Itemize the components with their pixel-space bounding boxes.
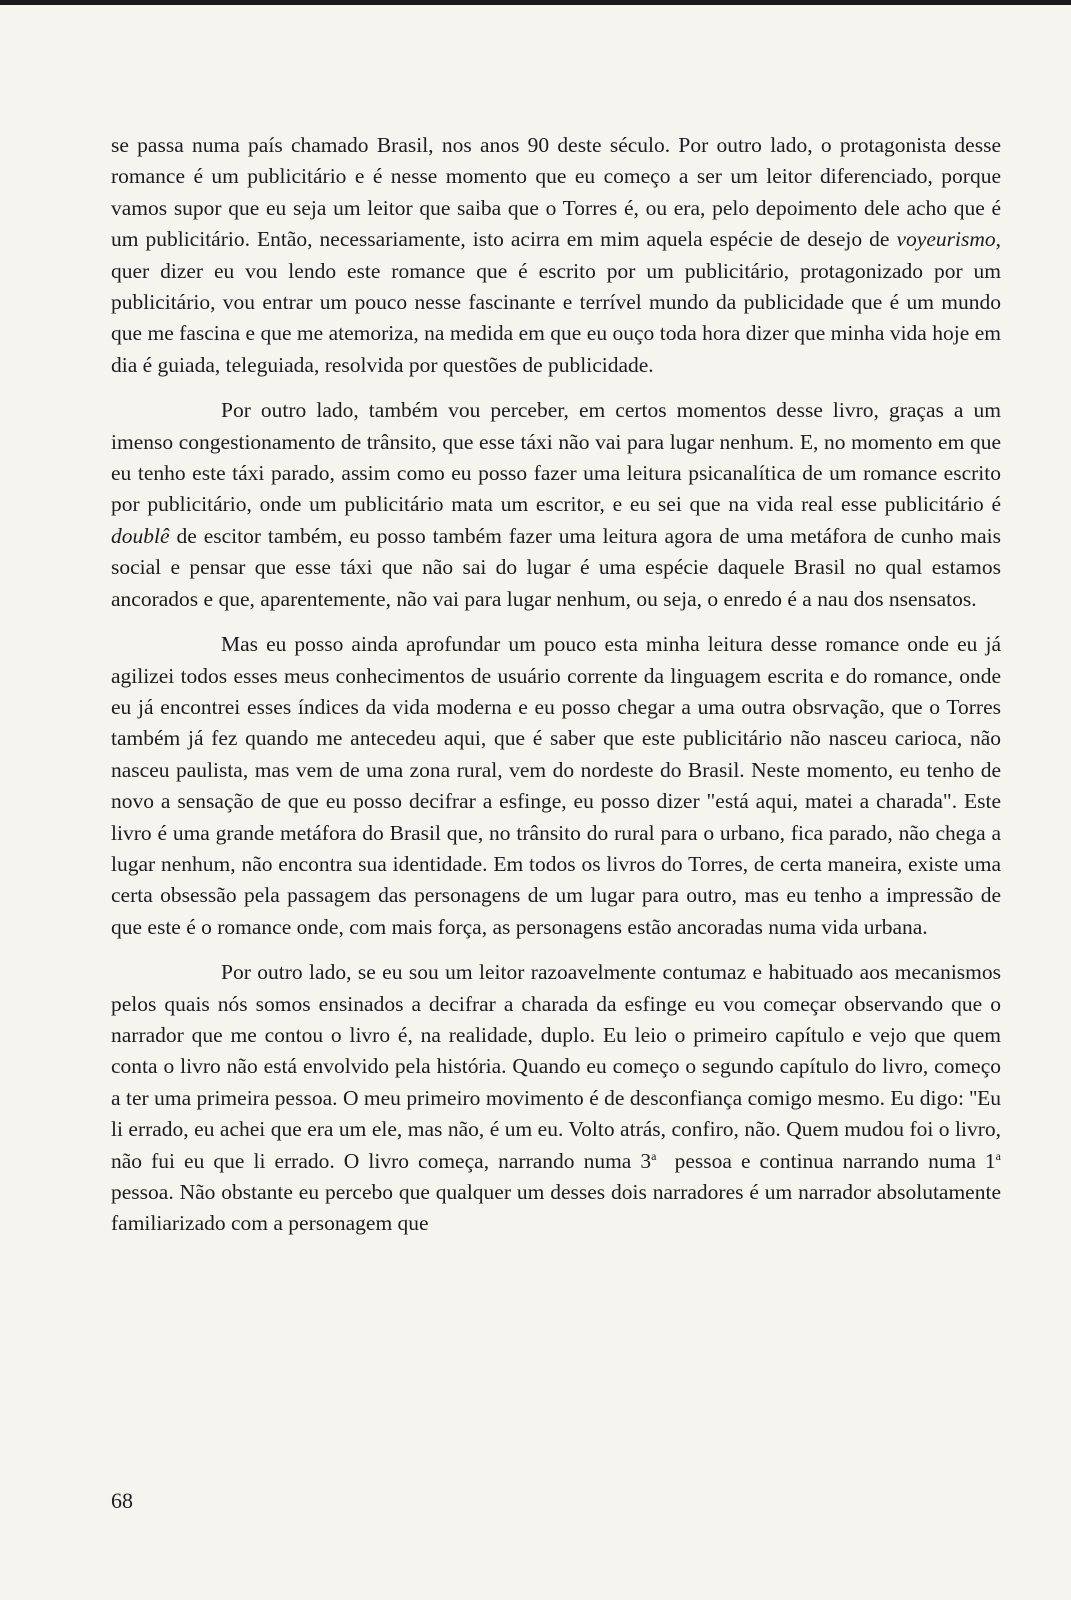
ordinal-superscript: a (651, 1148, 657, 1163)
page-number: 68 (111, 1488, 133, 1513)
paragraph-text: de escitor também, eu posso também fazer uma leitura agora de uma metáfora de cunho mais social e pensar que esse táxi que não sai do lugar é uma espécie daquele Brasil no qual estamos ancorados e que, aparentemente, não vai para lugar nenhum, ou seja, o enredo é a nau dos nsensatos. (111, 523, 1001, 611)
paragraph-3 (111, 629, 1001, 943)
paragraph-text: pessoa e continua narrando numa 1 (656, 1148, 996, 1173)
italic-term-voyeurismo: voyeurismo (896, 227, 996, 252)
paragraph-text: , quer dizer eu vou lendo este romance que é escrito por um publicitário, protagonizado por um publicitário, vou entrar um pouco nesse fascinante e terrível mundo da publicidade que é um mundo que me fascina e que me atemoriza, na medida em que eu ouço toda hora dizer que minha vida hoje em dia é guiada, teleguiada, resolvida por questões de publicidade. (111, 227, 1001, 377)
italic-term-double: doublê (111, 523, 170, 548)
paragraph-4 (111, 957, 1001, 1240)
paragraph-1 (111, 130, 1001, 381)
ordinal-superscript: a (995, 1148, 1001, 1163)
paragraph-text: Por outro lado, se eu sou um leitor razoavelmente contumaz e habituado aos mecanismos pelos quais nós somos ensinados a decifrar a charada da esfinge eu vou começar observando que o narrador que me contou o livro é, na realidade, duplo. Eu leio o primeiro capítulo e vejo que quem conta o livro não está envolvido pela história. Quando eu começo o segundo capítulo do livro, começo a ter uma primeira pessoa. O meu primeiro movimento é de desconfiança comigo mesmo. Eu digo: ''Eu li errado, eu achei que era um ele, mas não, é um eu. Volto atrás, confiro, não. Quem mudou foi o livro, não fui eu que li errado. O livro começa, narrando numa 3 (111, 960, 1001, 1173)
top-edge-rule (0, 0, 1071, 5)
paragraph-text: Mas eu posso ainda aprofundar um pouco esta minha leitura desse romance onde eu já agilizei todos esses meus conhecimentos de usuário corrente da linguagem escrita e do romance, onde eu já encontrei esses índices da vida moderna e eu posso chegar a uma outra obsrvação, que o Torres também já fez quando me antecedeu aqui, que é saber que este publicitário não nasceu carioca, não nasceu paulista, mas vem de uma zona rural, vem do nordeste do Brasil. Neste momento, eu tenho de novo a sensação de que eu posso decifrar a esfinge, eu posso dizer "está aqui, matei a charada". Este livro é uma grande metáfora do Brasil que, no trânsito do rural para o urbano, fica parado, não chega a lugar nenhum, não encontra sua identidade. Em todos os livros do Torres, de certa maneira, existe uma certa obsessão pela passagem das personagens de um lugar para outro, mas eu tenho a impressão de que este é o romance onde, com mais força, as personagens estão ancoradas numa vida urbana. (111, 632, 1001, 939)
paragraph-text: pessoa. Não obstante eu percebo que qualquer um desses dois narradores é um narrador absolutamente familiarizado com a personagem que (111, 1180, 1001, 1236)
paragraph-text: Por outro lado, também vou perceber, em certos momentos desse livro, graças a um imenso congestionamento de trânsito, que esse táxi não vai para lugar nenhum. E, no momento em que eu tenho este táxi parado, assim como eu posso fazer uma leitura psicanalítica de um romance escrito por publicitário, onde um publicitário mata um escritor, e eu sei que na vida real esse publicitário é (111, 398, 1001, 517)
page-body (111, 130, 1001, 1254)
paragraph-text: se passa numa país chamado Brasil, nos anos 90 deste século. Por outro lado, o protagonista desse romance é um publicitário e é nesse momento que eu começo a ser um leitor diferenciado, porque vamos supor que eu seja um leitor que saiba que o Torres é, ou era, pelo depoimento dele acho que é um publicitário. Então, necessariamente, isto acirra em mim aquela espécie de desejo de (111, 133, 1001, 252)
paragraph-2 (111, 395, 1001, 615)
